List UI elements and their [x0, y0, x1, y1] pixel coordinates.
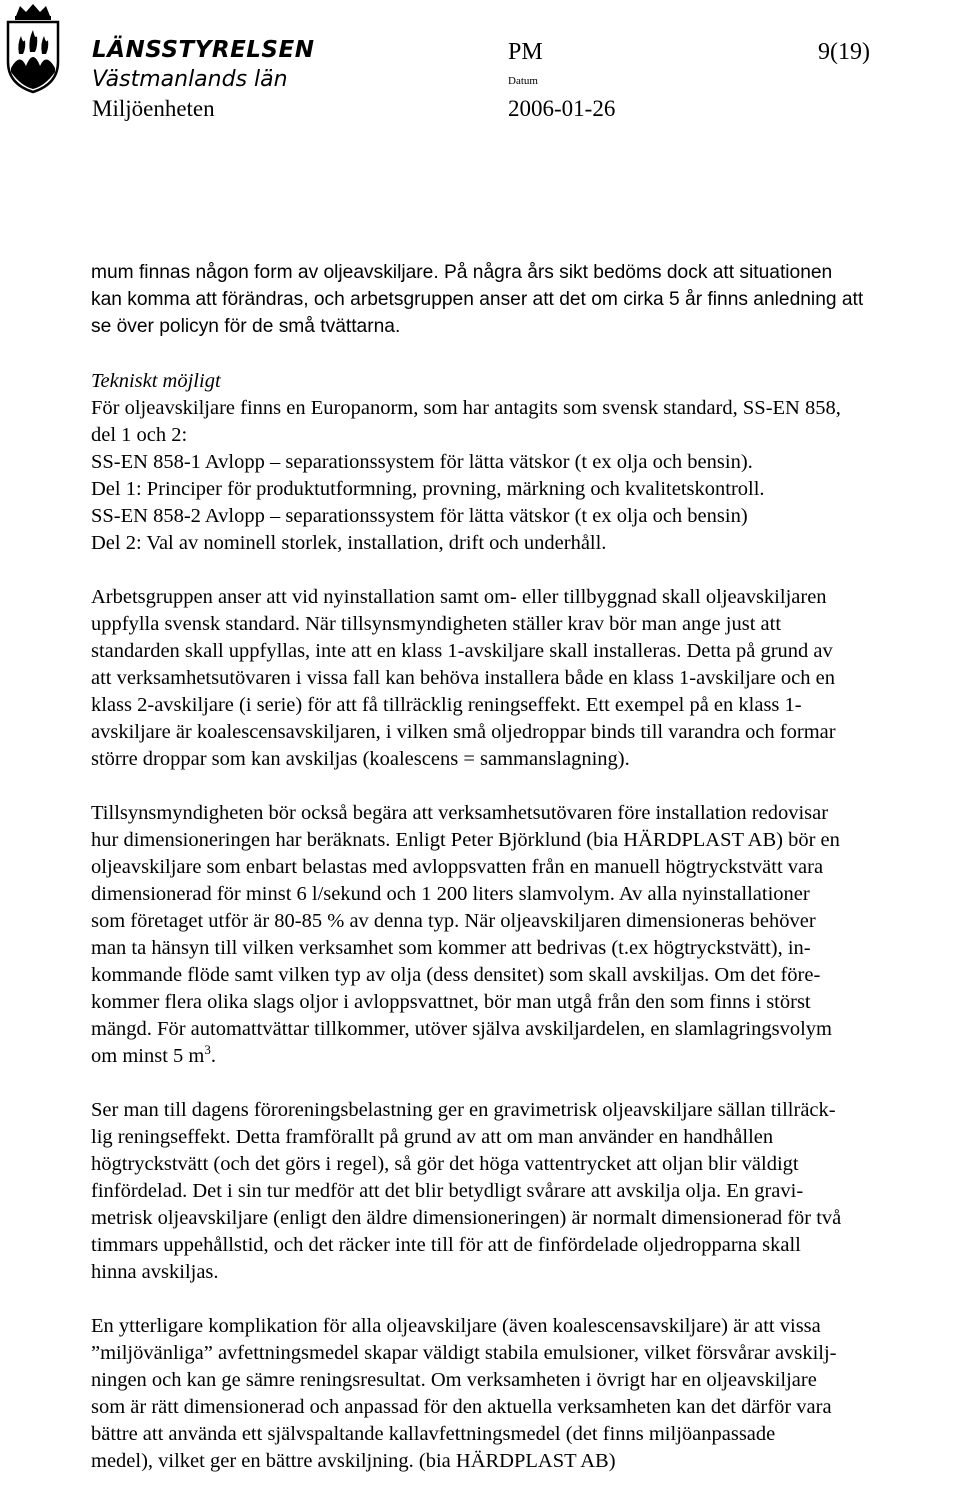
text-line: finfördelad. Det i sin tur medför att det blir betydligt svårare att avskilja olja. En gravi-: [91, 1180, 804, 1202]
text-line: metrisk oljeavskiljare (enligt den äldre dimensioneringen) är normalt dimensionerad för två: [91, 1207, 842, 1229]
text-line: som företaget utför är 80-85 % av denna typ. När oljeavskiljaren dimensioneras behöver: [91, 910, 816, 932]
document-date: 2006-01-26: [508, 96, 616, 121]
text-line: lig reningseffekt. Detta framförallt på grund av att om man använder en handhållen: [91, 1126, 774, 1148]
text-line: uppfylla svensk standard. När tillsynsmyndigheten ställer krav bör man ange just att: [91, 613, 782, 635]
document-type: PM: [508, 39, 543, 65]
standard-paragraph: [91, 395, 959, 557]
text-line: SS-EN 858-2 Avlopp – separationssystem för lätta vätskor (t ex olja och bensin): [91, 505, 748, 527]
text-line: standarden skall uppfyllas, inte att en klass 1-avskiljare skall installeras. Detta på grund av: [91, 640, 833, 662]
text-line: ningen och kan ge sämre reningsresultat. Om verksamheten i övrigt har en oljeavskiljare: [91, 1369, 817, 1391]
date-label: Datum: [508, 75, 538, 87]
text-line: Tillsynsmyndigheten bör också begära att verksamhetsutövaren före installation redovisar: [91, 802, 829, 824]
text-line: hinna avskiljas.: [91, 1261, 219, 1283]
unit-name: Miljöenheten: [92, 96, 215, 121]
text-line: att verksamhetsutövaren i vissa fall kan behöva installera både en klass 1-avskiljare och en: [91, 667, 836, 689]
section-heading: Tekniskt möjligt: [91, 370, 221, 392]
text-line: oljeavskiljare som enbart belastas med avloppsvatten från en manuell högtryckstvätt vara: [91, 856, 824, 878]
text-line: En ytterligare komplikation för alla oljeavskiljare (även koalescensavskiljare) är att vissa: [91, 1315, 821, 1337]
text-line: se över policyn för de små tvättarna.: [91, 316, 401, 337]
text-line: mum finnas någon form av oljeavskiljare. På några års sikt bedöms dock att situationen: [91, 262, 833, 283]
text-line: Del 1: Principer för produktutformning, provning, märkning och kvalitetskontroll.: [91, 478, 765, 500]
text-line: medel), vilket ger en bättre avskiljning. (bia HÄRDPLAST AB): [91, 1450, 616, 1472]
text-line: ”miljövänliga” avfettningsmedel skapar väldigt stabila emulsioner, vilket försvårar avskilj-: [91, 1342, 837, 1364]
paragraph-2: [91, 800, 959, 1070]
paragraph-1: [91, 584, 959, 773]
text-line: högtryckstvätt (och det görs i regel), så gör det höga vattentrycket att oljan blir väldigt: [91, 1153, 799, 1175]
text-line: mängd. För automattvättar tillkommer, utöver själva avskiljardelen, en slamlagringsvolym: [91, 1018, 832, 1040]
text-line: kommer flera olika slags oljor i avloppsvattnet, bör man utgå från den som finns i störst: [91, 991, 811, 1013]
text-fragment: om minst 5 m: [91, 1045, 205, 1067]
text-line: hur dimensioneringen har beräknats. Enligt Peter Björklund (bia HÄRDPLAST AB) bör en: [91, 829, 840, 851]
text-line: För oljeavskiljare finns en Europanorm, som har antagits som svensk standard, SS-EN 858,: [91, 397, 841, 419]
page-number: 9(19): [818, 39, 870, 65]
text-line: man ta hänsyn till vilken verksamhet som kommer att bedrivas (t.ex högtryckstvätt), in-: [91, 937, 811, 959]
text-line: som är rätt dimensionerad och anpassad för den aktuella verksamheten kan det därför vara: [91, 1396, 832, 1418]
superscript: 3: [204, 1042, 211, 1057]
text-line: kan komma att förändras, och arbetsgruppen anser att det om cirka 5 år finns anledning att: [91, 289, 864, 310]
county-name: Västmanlands län: [92, 67, 288, 92]
text-fragment: .: [210, 1045, 216, 1067]
county-coat-of-arms-logo: [2, 2, 64, 94]
text-line: Ser man till dagens föroreningsbelastning ger en gravimetrisk oljeavskiljare sällan tillräck-: [91, 1099, 836, 1121]
text-line: [91, 1043, 959, 1070]
organization-name: LÄNSSTYRELSEN: [92, 37, 315, 63]
text-line: SS-EN 858-1 Avlopp – separationssystem för lätta vätskor (t ex olja och bensin).: [91, 451, 753, 473]
text-line: Del 2: Val av nominell storlek, installation, drift och underhåll.: [91, 532, 607, 554]
text-line: dimensionerad för minst 6 l/sekund och 1 200 liters slamvolym. Av alla nyinstallationer: [91, 883, 810, 905]
text-line: kommande flöde samt vilken typ av olja (dess densitet) som skall avskiljas. Om det före-: [91, 964, 821, 986]
text-line: Arbetsgruppen anser att vid nyinstallation samt om- eller tillbyggnad skall oljeavskiljaren: [91, 586, 827, 608]
text-line: avskiljare är koalescensavskiljaren, i vilken små oljedroppar binds till varandra och formar: [91, 721, 836, 743]
text-line: större droppar som kan avskiljas (koalescens = sammanslagning).: [91, 748, 630, 770]
section-tekniskt-mojligt: [91, 368, 959, 1475]
text-line: klass 2-avskiljare (i serie) för att få tillräcklig reningseffekt. Ett exempel på en klass 1-: [91, 694, 802, 716]
text-line: del 1 och 2:: [91, 424, 188, 446]
paragraph-3: [91, 1097, 959, 1286]
intro-paragraph: [91, 259, 956, 340]
paragraph-4: [91, 1313, 959, 1475]
text-line: bättre att använda ett självspaltande kallavfettningsmedel (det finns miljöanpassade: [91, 1423, 776, 1445]
text-line: timmars uppehållstid, och det räcker inte till för att de finfördelade oljedropparna skall: [91, 1234, 801, 1256]
